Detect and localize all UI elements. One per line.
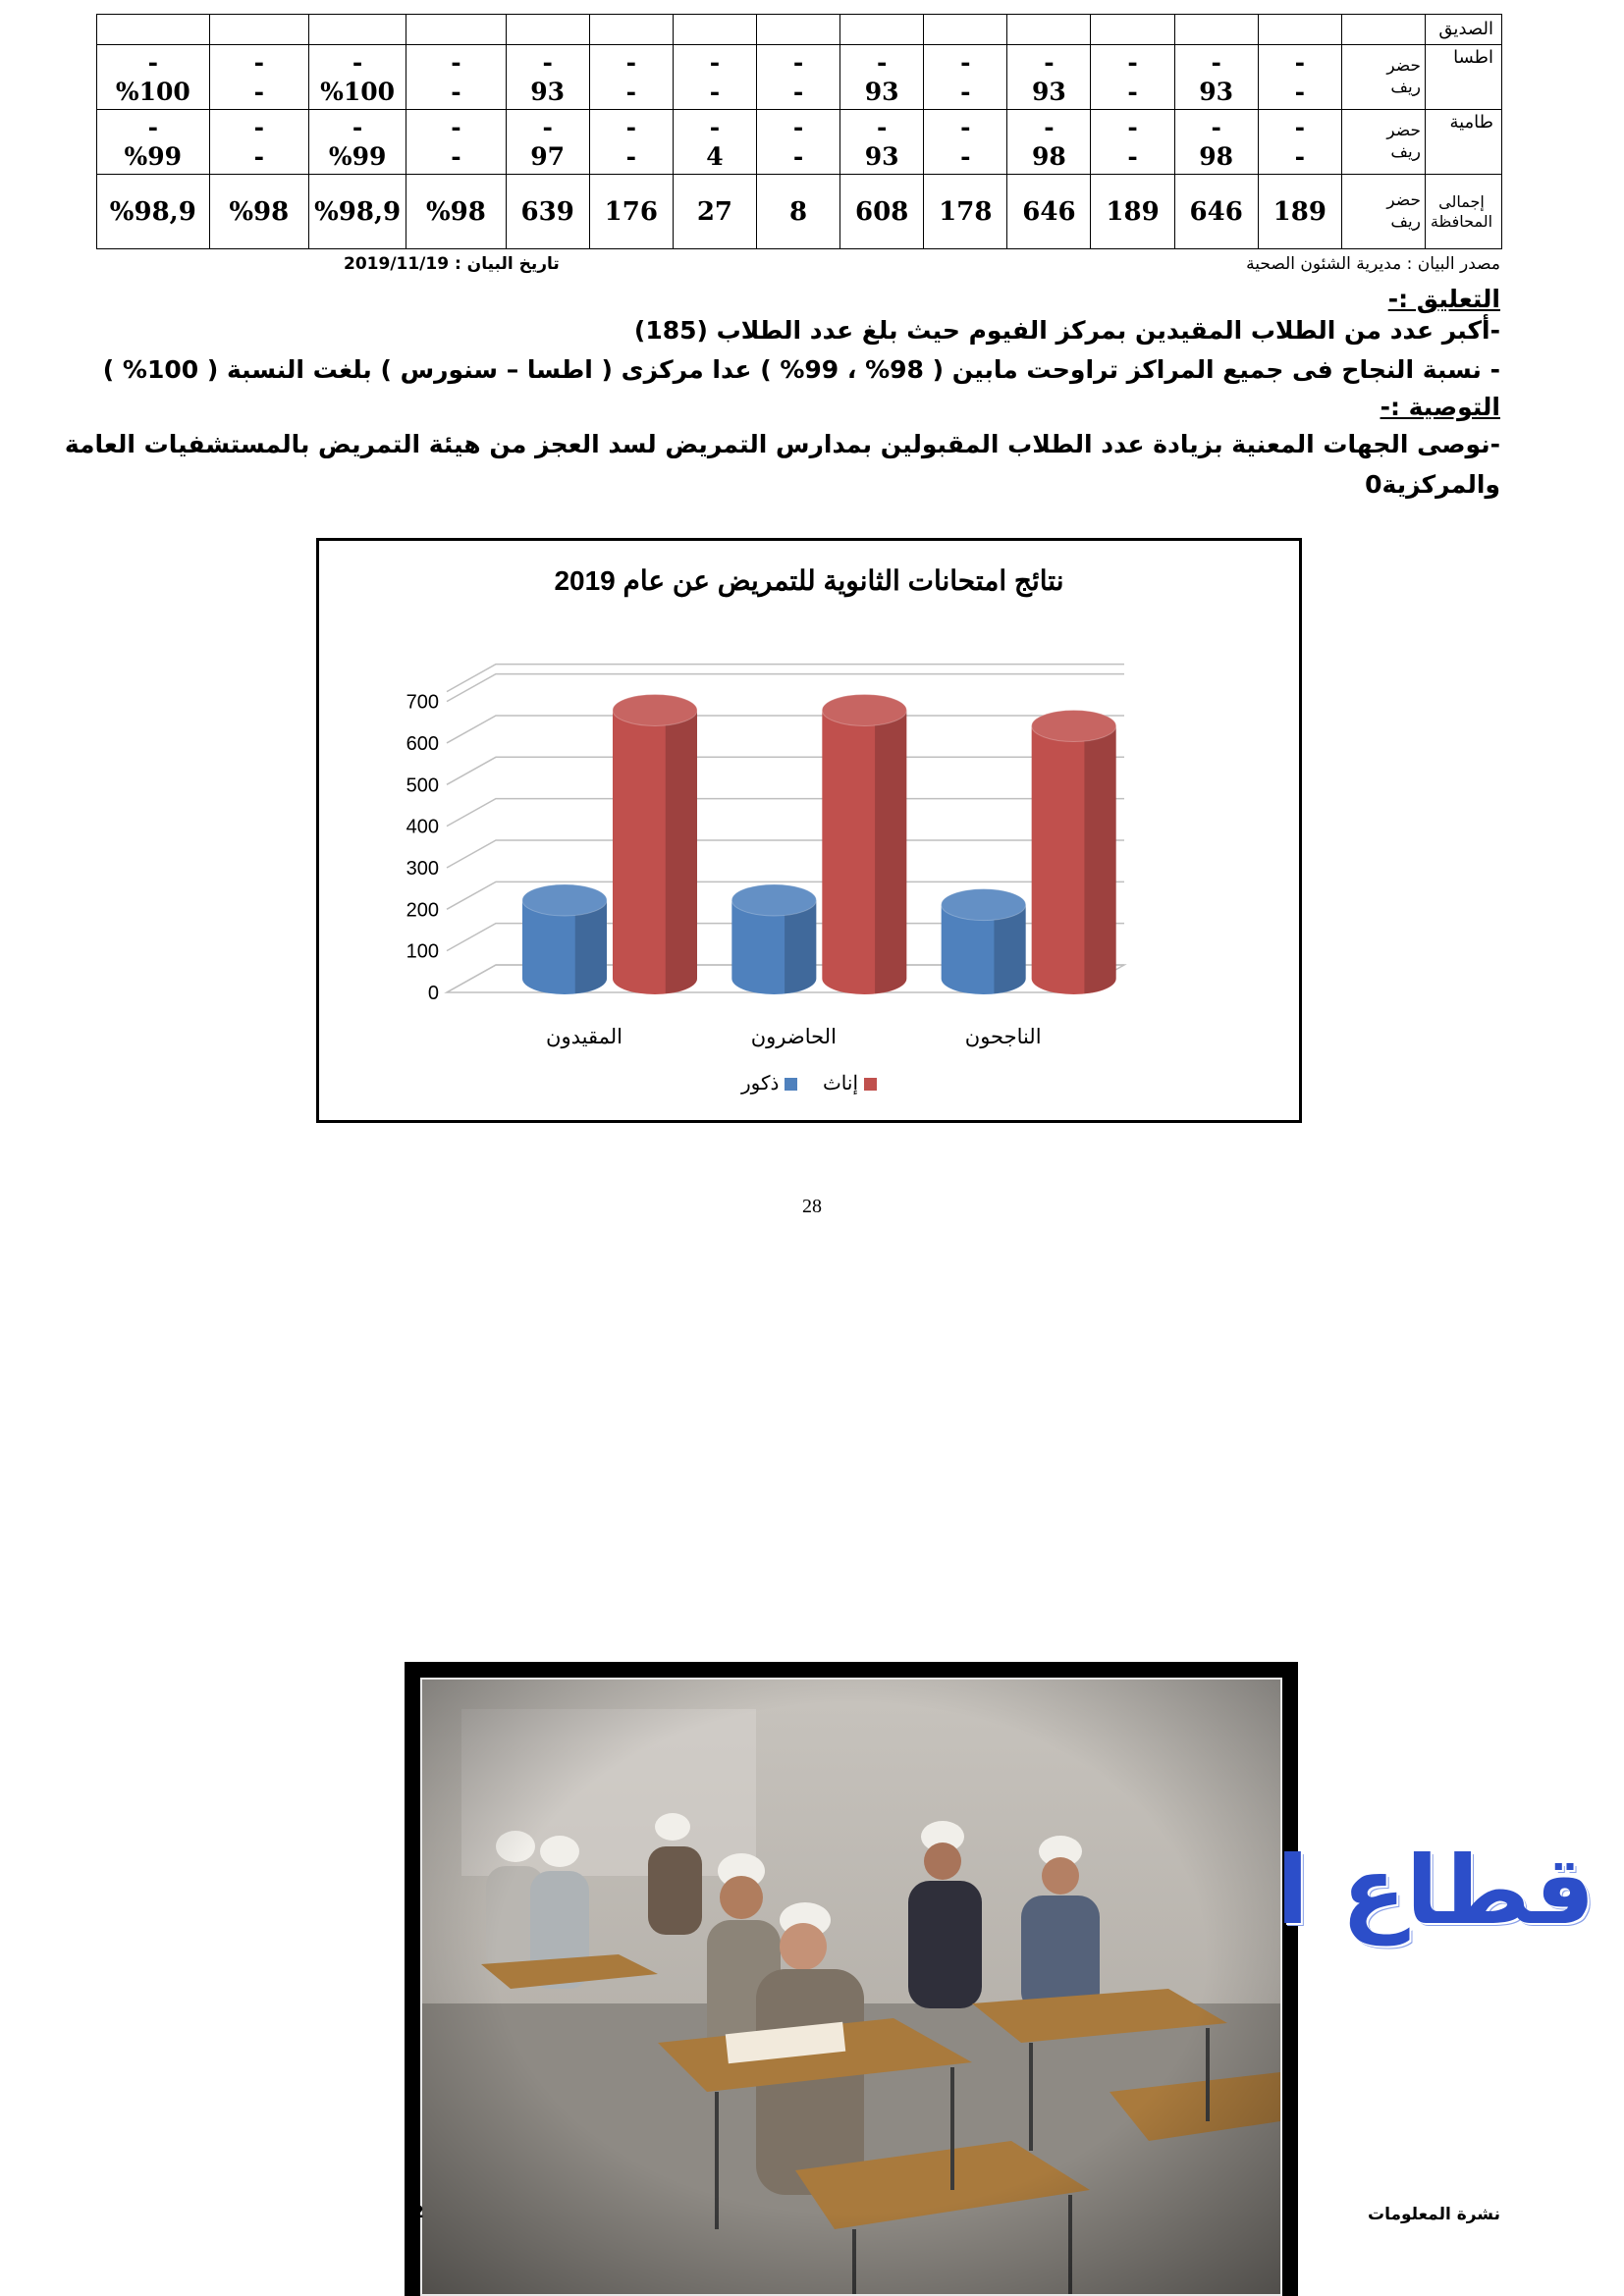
table-row — [97, 110, 1502, 175]
table-cell: %98,9 — [308, 175, 406, 249]
y-tick-label: 600 — [406, 732, 439, 755]
table-cell: - - — [924, 110, 1007, 175]
source-line: مصدر البيان : مديرية الشئون الصحية — [1246, 254, 1500, 274]
table-cell: - - — [756, 45, 839, 110]
table-cell: - - — [756, 110, 839, 175]
table-cell: - %100 — [97, 45, 210, 110]
table-cell: - - — [589, 45, 673, 110]
table-cell: - 98 — [1007, 110, 1091, 175]
legend-swatch-female — [864, 1078, 877, 1091]
bar-top-highlight — [731, 884, 816, 916]
bar-shade — [666, 710, 697, 993]
table-cell: - 93 — [506, 45, 589, 110]
bar-top-highlight — [613, 694, 697, 725]
legend-item-male — [741, 1071, 797, 1095]
table-cell: - - — [209, 45, 308, 110]
chart-plot — [319, 541, 1299, 1120]
table-cell: - 4 — [673, 110, 756, 175]
table-cell: - 93 — [840, 110, 924, 175]
recommend-line-1: -نوصى الجهات المعنية بزيادة عدد الطلاب المقبولين بمدارس التمريض لسد العجز من هيئة التمريض بالمستشفيات العامة — [64, 430, 1500, 458]
watermark-text: قطاع ا — [1276, 1836, 1596, 1946]
table-cell: - 93 — [1007, 45, 1091, 110]
table-cell: - - — [1091, 110, 1174, 175]
photo-image — [420, 1678, 1282, 2296]
y-tick-label: 100 — [406, 940, 439, 963]
table-cell: 608 — [840, 175, 924, 249]
page-number: 28 — [802, 1196, 822, 1217]
date-line: تاريخ البيان : 2019/11/19 — [344, 254, 560, 274]
bar-shade — [875, 710, 906, 993]
table-cell: - %99 — [308, 110, 406, 175]
legend-item-female — [823, 1071, 877, 1095]
table-cell: - - — [1258, 45, 1341, 110]
classroom-photo — [405, 1662, 1298, 2296]
table-cell: - - — [589, 110, 673, 175]
legend-swatch-male — [785, 1078, 797, 1091]
recommend-line-2: والمركزية0 — [1365, 470, 1500, 499]
table-cell: - 98 — [1174, 110, 1258, 175]
bar-shade — [1084, 726, 1115, 994]
y-tick-label: 200 — [406, 899, 439, 922]
legend-label-male: ذكور — [740, 1073, 780, 1095]
data-table — [96, 14, 1502, 249]
table-cell: %98 — [209, 175, 308, 249]
comment-heading: التعليق :- — [1387, 285, 1500, 313]
bar-top-highlight — [522, 884, 607, 916]
table-cell: %98 — [406, 175, 506, 249]
table-cell: %98,9 — [97, 175, 210, 249]
row-label: الصديق — [1425, 15, 1501, 45]
table-cell: - - — [209, 110, 308, 175]
row-sublabel: حضر ريف — [1341, 175, 1425, 249]
table-cell: 178 — [924, 175, 1007, 249]
table-cell: - 97 — [506, 110, 589, 175]
table-cell: 189 — [1258, 175, 1341, 249]
x-category-label: الحاضرون — [750, 1026, 837, 1048]
gridline — [447, 757, 1124, 784]
table-cell: - %100 — [308, 45, 406, 110]
gridline — [447, 799, 1124, 827]
bar-top-highlight — [822, 694, 906, 725]
recommend-heading: التوصية :- — [1380, 393, 1500, 421]
row-sublabel: حضر ريف — [1341, 110, 1425, 175]
row-label: طامية — [1425, 110, 1501, 175]
table-cell: - - — [924, 45, 1007, 110]
x-category-label: المقيدون — [546, 1026, 623, 1048]
legend-label-female: إناث — [822, 1073, 859, 1095]
gridline — [447, 716, 1124, 743]
y-tick-label: 500 — [406, 774, 439, 797]
y-tick-label: 700 — [406, 691, 439, 714]
table-header-row — [97, 15, 1502, 45]
row-label: إجمالى المحافظة — [1425, 175, 1501, 249]
table-cell: - - — [406, 45, 506, 110]
bar-top-highlight — [942, 889, 1026, 921]
y-tick-label: 0 — [427, 983, 439, 1004]
photo-illustration — [422, 1680, 1280, 2296]
gridline — [447, 840, 1124, 868]
x-category-label: الناجحون — [964, 1026, 1042, 1048]
bar-top-highlight — [1032, 711, 1116, 742]
chart — [316, 538, 1302, 1123]
table-cell: - %99 — [97, 110, 210, 175]
table-cell: - 93 — [840, 45, 924, 110]
y-tick-label: 300 — [406, 857, 439, 880]
comment-line-2: - نسبة النجاح فى جميع المراكز تراوحت مابين ( 98% ، 99% ) عدا مركزى ( اطسا – سنورس ) بلغت النسبة ( 100% ) — [102, 355, 1500, 384]
footer-text: نشرة المعلومات — [1367, 2205, 1500, 2224]
table-cell: 176 — [589, 175, 673, 249]
table-cell: - - — [406, 110, 506, 175]
table-cell: - - — [1091, 45, 1174, 110]
table-cell: 639 — [506, 175, 589, 249]
table-cell: 27 — [673, 175, 756, 249]
table-row-total — [97, 175, 1502, 249]
table-row — [97, 45, 1502, 110]
table-cell: - - — [673, 45, 756, 110]
table-cell: 189 — [1091, 175, 1174, 249]
chart-title: نتائج امتحانات الثانوية للتمريض عن عام 2019 — [554, 565, 1064, 596]
row-label: اطسا — [1425, 45, 1501, 110]
y-tick-label: 400 — [406, 816, 439, 838]
gridline — [447, 674, 1124, 702]
footer-fragment: 2 — [412, 2203, 424, 2222]
table-cell: 8 — [756, 175, 839, 249]
table-cell: - - — [1258, 110, 1341, 175]
row-sublabel: حضر ريف — [1341, 45, 1425, 110]
table-cell: - 93 — [1174, 45, 1258, 110]
chart-legend — [319, 1071, 1299, 1095]
comment-line-1: -أكبر عدد من الطلاب المقيدين بمركز الفيوم حيث بلغ عدد الطلاب (185) — [633, 316, 1500, 345]
table-cell: 646 — [1174, 175, 1258, 249]
table-cell: 646 — [1007, 175, 1091, 249]
gridline — [447, 665, 1124, 692]
